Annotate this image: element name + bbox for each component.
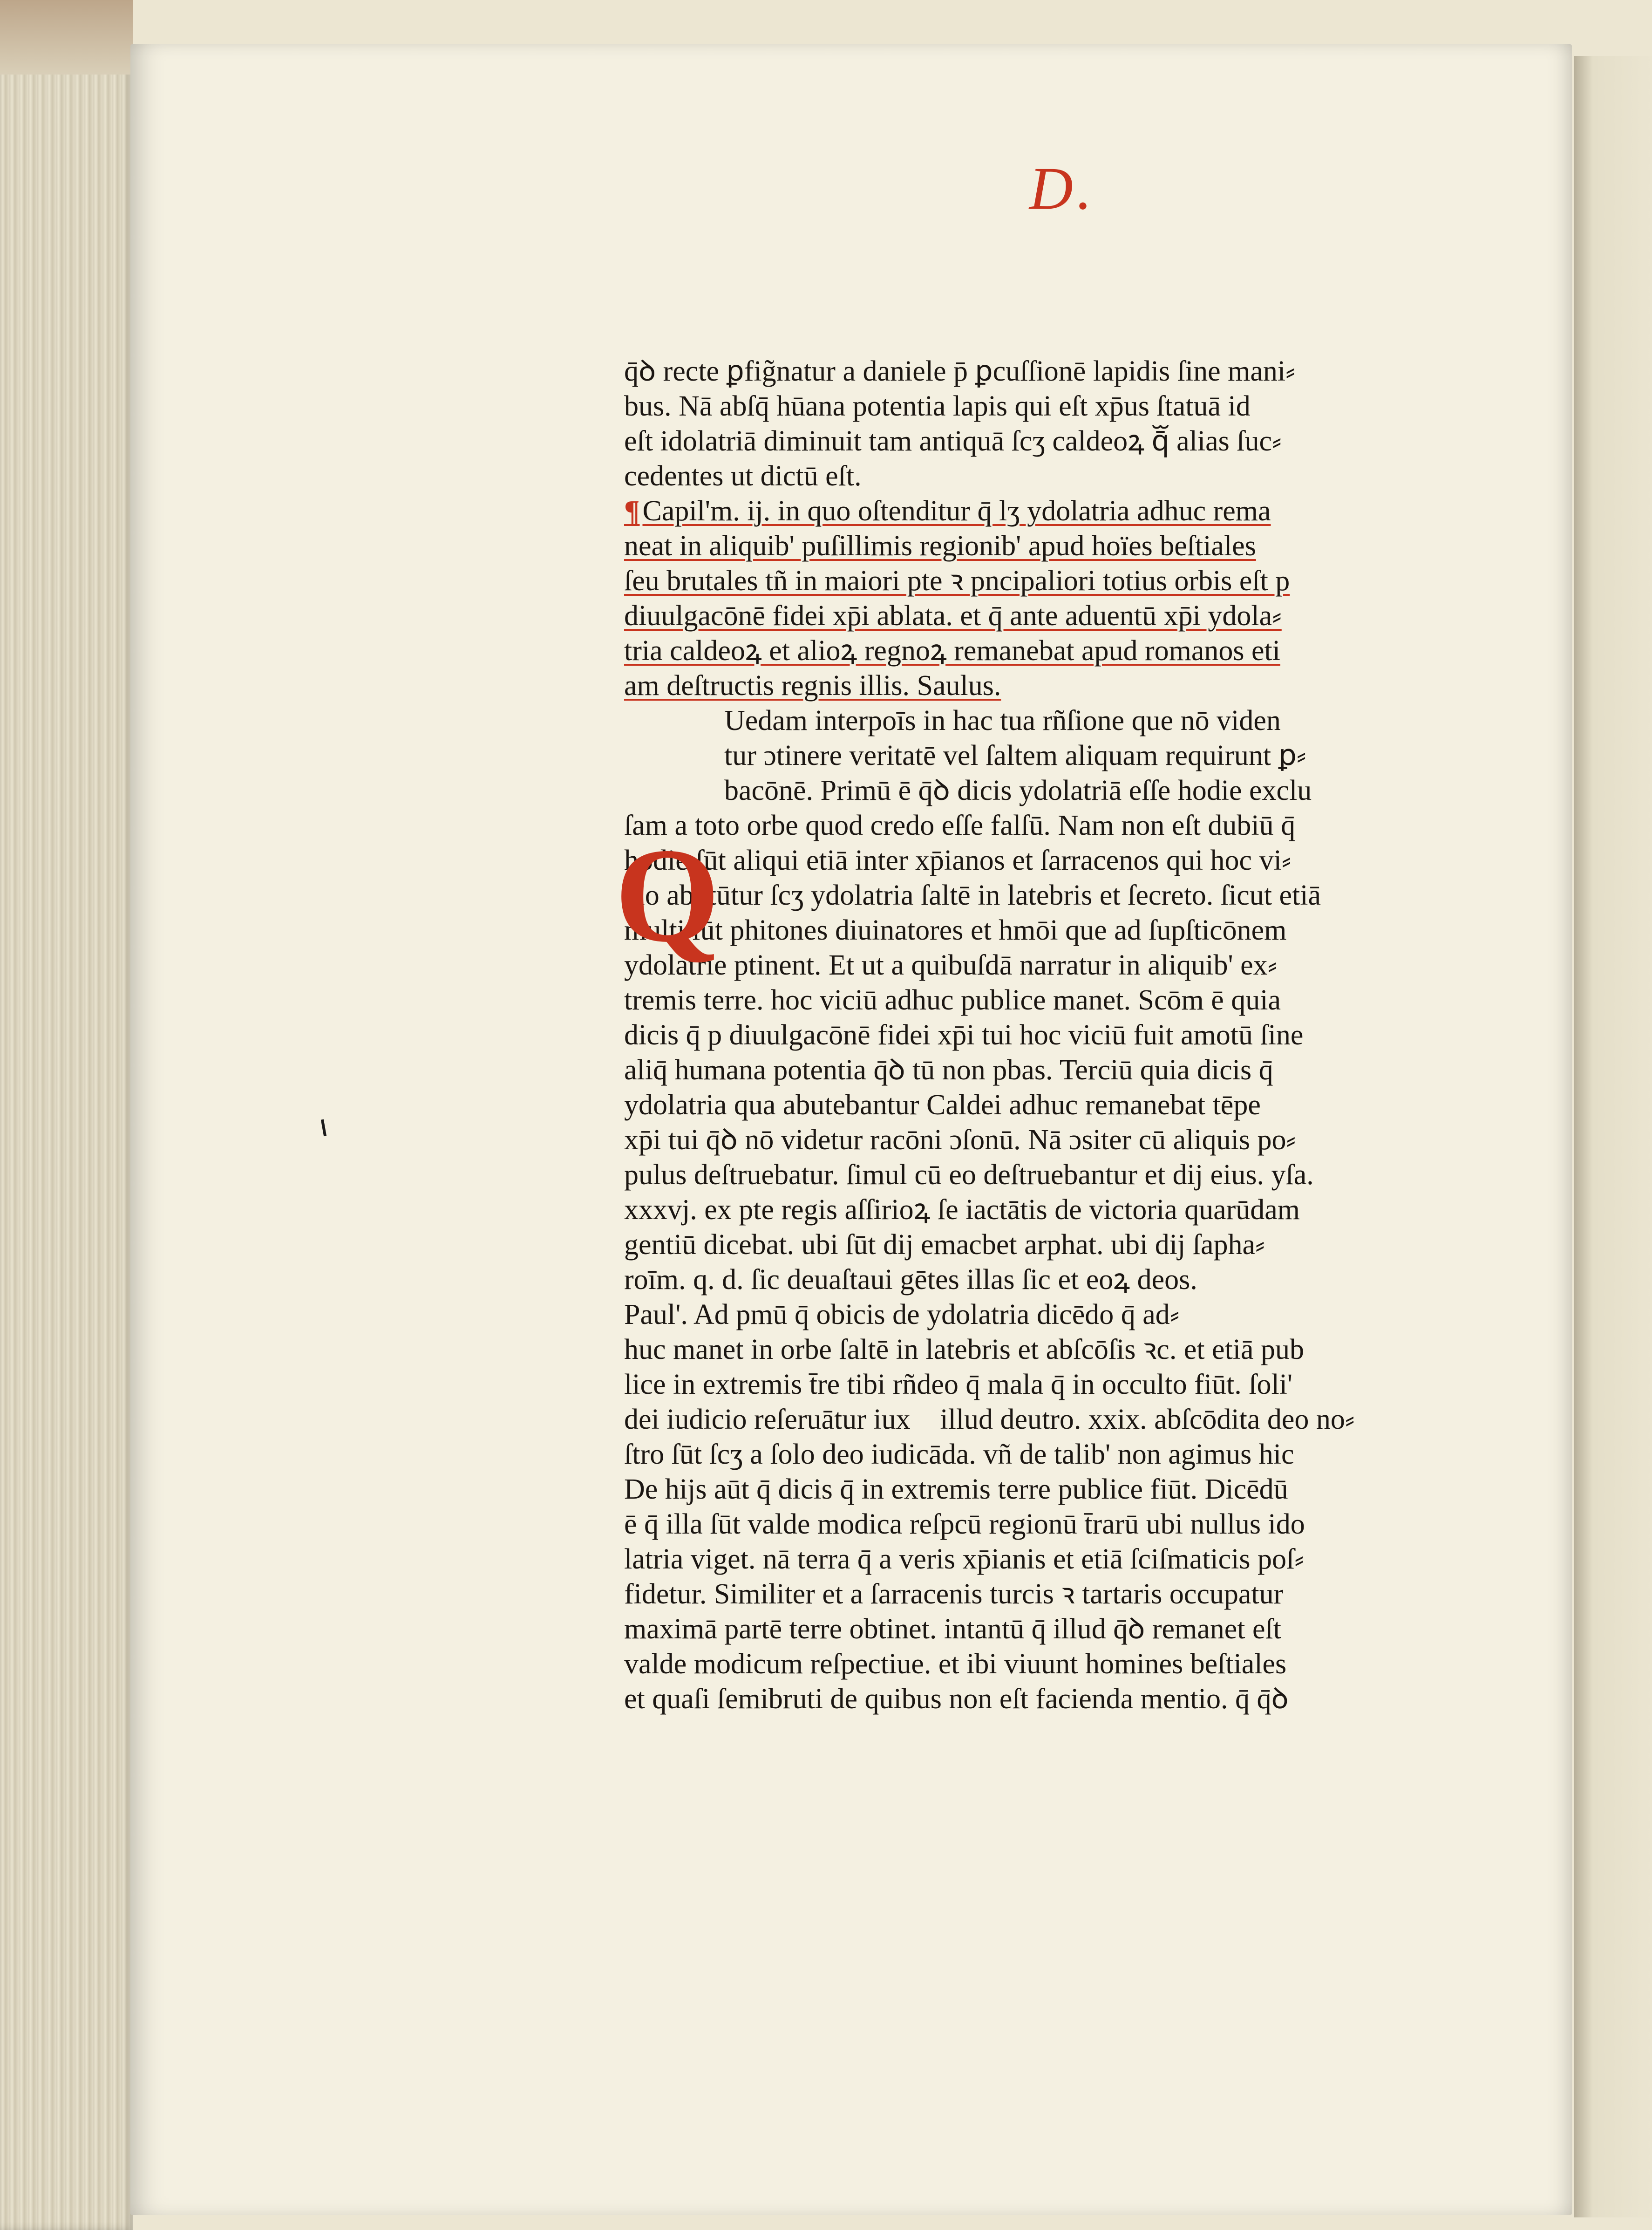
facing-page-edge bbox=[1574, 56, 1652, 2217]
margin-mark bbox=[321, 1119, 326, 1136]
text-line: et quaſi ſemibruti de quibus non eſt facienda mentio. q̄ q̄ꝺ bbox=[624, 1683, 1289, 1715]
text-line: tur ɔtinere veritatē vel ſaltem aliquam requirunt ꝑ⸗ bbox=[724, 740, 1306, 771]
text-line: tremis terre. hoc viciū adhuc publice manet. Scōm ē quia bbox=[624, 984, 1281, 1016]
page-edges bbox=[0, 0, 133, 2230]
text-line: ſam a toto orbe quod credo eſſe falſū. Nam non eſt dubiū q̄ bbox=[624, 810, 1296, 841]
text-line: q̄ꝺ recte ꝑfig̃natur a daniele p̄ ꝑcuſſionē lapidis ſine mani⸗ bbox=[624, 355, 1295, 387]
text-line: dicis q̄ p diuulgacōnē fidei xp̄i tui hoc viciū fuit amotū ſine bbox=[624, 1019, 1304, 1051]
text-line: maximā partē terre obtinet. intantū q̄ illud q̄ꝺ remanet eſt bbox=[624, 1613, 1282, 1645]
text-line: hodie ſūt aliqui etiā inter xp̄ianos et ſarracenos qui hoc vi⸗ bbox=[624, 845, 1292, 876]
chapter-heading-line: tria caldeoꝝ et alioꝝ regnoꝝ remanebat apud romanos eti bbox=[624, 635, 1280, 667]
text-line: lice in extremis t̄re tibi rñdeo q̄ mala q̄ in occulto fiūt. ſoli' bbox=[624, 1369, 1293, 1400]
text-line: xp̄i tui q̄ꝺ nō videtur racōni ɔſonū. Nā ɔsiter cū aliquis po⸗ bbox=[624, 1124, 1296, 1156]
text-line: ydolatrie ptinent. Et ut a quibuſdā narratur in aliquib' ex⸗ bbox=[624, 949, 1278, 981]
text-line: ē q̄ illa ſūt valde modica reſpcū regionū t̄rarū ubi nullus ido bbox=[624, 1508, 1305, 1540]
text-line: latria viget. nā terra q̄ a veris xp̄ianis et etiā ſciſmaticis poſ⸗ bbox=[624, 1543, 1304, 1575]
text-line: aliq̄ humana potentia q̄ꝺ tū non pbas. Terciū quia dicis q̄ bbox=[624, 1054, 1273, 1086]
text-line: eſt idolatriā diminuit tam antiquā ſcʒ caldeoꝝ q̄ᷓ alias ſuc⸗ bbox=[624, 425, 1282, 457]
pilcrow-icon: ¶ bbox=[624, 495, 640, 527]
chapter-heading-line: neat in aliquib' puſillimis regionib' apud hoïes beſtiales bbox=[624, 530, 1256, 562]
drop-cap-initial: Q bbox=[615, 820, 720, 970]
folio-mark: D. bbox=[1029, 155, 1096, 222]
text-line: Paul'. Ad pmū q̄ obicis de ydolatria dicēdo q̄ ad⸗ bbox=[624, 1299, 1180, 1330]
text-line: bacōnē. Primū ē q̄ꝺ dicis ydolatriā eſſe hodie exclu bbox=[724, 775, 1312, 806]
text-line: roīm. q. d. ſic deuaſtaui gētes illas ſic et eoꝝ deos. bbox=[624, 1264, 1197, 1296]
text-line: fidetur. Similiter et a ſarracenis turcis ꝛ tartaris occupatur bbox=[624, 1578, 1284, 1610]
text-line: multi ſūt phitones diuinatores et hmōi que ad ſupſticōnem bbox=[624, 914, 1287, 946]
text-line: valde modicum reſpectiue. et ibi viuunt homines beſtiales bbox=[624, 1648, 1287, 1680]
chapter-heading-line: am deſtructis regnis illis. Saulus. bbox=[624, 670, 1001, 702]
text-line: cedentes ut dictū eſt. bbox=[624, 460, 862, 492]
text-line: pulus deſtruebatur. ſimul cū eo deſtruebantur et dij eius. yſa. bbox=[624, 1159, 1314, 1191]
chapter-heading-line bbox=[624, 494, 1472, 529]
chapter-heading-line: diuulgacōnē fidei xp̄i ablata. et q̄ ante aduentū xp̄i ydola⸗ bbox=[624, 600, 1282, 632]
binding bbox=[0, 0, 133, 75]
text-line: xxxvj. ex pte regis aſſirioꝝ ſe iactātis de victoria quarūdam bbox=[624, 1194, 1300, 1226]
text-line: ydolatria qua abutebantur Caldei adhuc remanebat tēpe bbox=[624, 1089, 1261, 1121]
text-line: cio abutūtur ſcʒ ydolatria ſaltē in latebris et ſecreto. ſicut etiā bbox=[624, 880, 1321, 911]
text-line: De hijs aūt q̄ dicis q̄ in extremis terre publice fiūt. Dicēdū bbox=[624, 1473, 1288, 1505]
text-line: Uedam interpoīs in hac tua rñſione que nō viden bbox=[724, 705, 1281, 737]
text-line: ſtro ſūt ſcʒ a ſolo deo iudicāda. vñ de talib' non agimus hic bbox=[624, 1439, 1294, 1470]
text-line: gentiū dicebat. ubi ſūt dij emacbet arphat. ubi dij ſapha⸗ bbox=[624, 1229, 1265, 1261]
text-line: dei iudicio reſeruātur iuxᷓ illud deutro. xxix. abſcōdita deo no⸗ bbox=[624, 1404, 1355, 1435]
chapter-heading-line: ſeu brutales tñ in maiori pte ꝛ pncipaliori totius orbis eſt p bbox=[624, 565, 1290, 597]
text-line: bus. Nā abſq̄ hūana potentia lapis qui eſt xp̄us ſtatuā id bbox=[624, 390, 1251, 422]
book-page bbox=[130, 44, 1572, 2215]
text-block bbox=[615, 354, 1472, 1717]
text-line: huc manet in orbe ſaltē in latebris et abſcōſis ꝛc. et etiā pub bbox=[624, 1334, 1305, 1365]
chapter-heading-text: Capil'm. ij. in quo oſtenditur q̄ lʒ ydolatria adhuc rema bbox=[642, 495, 1271, 527]
